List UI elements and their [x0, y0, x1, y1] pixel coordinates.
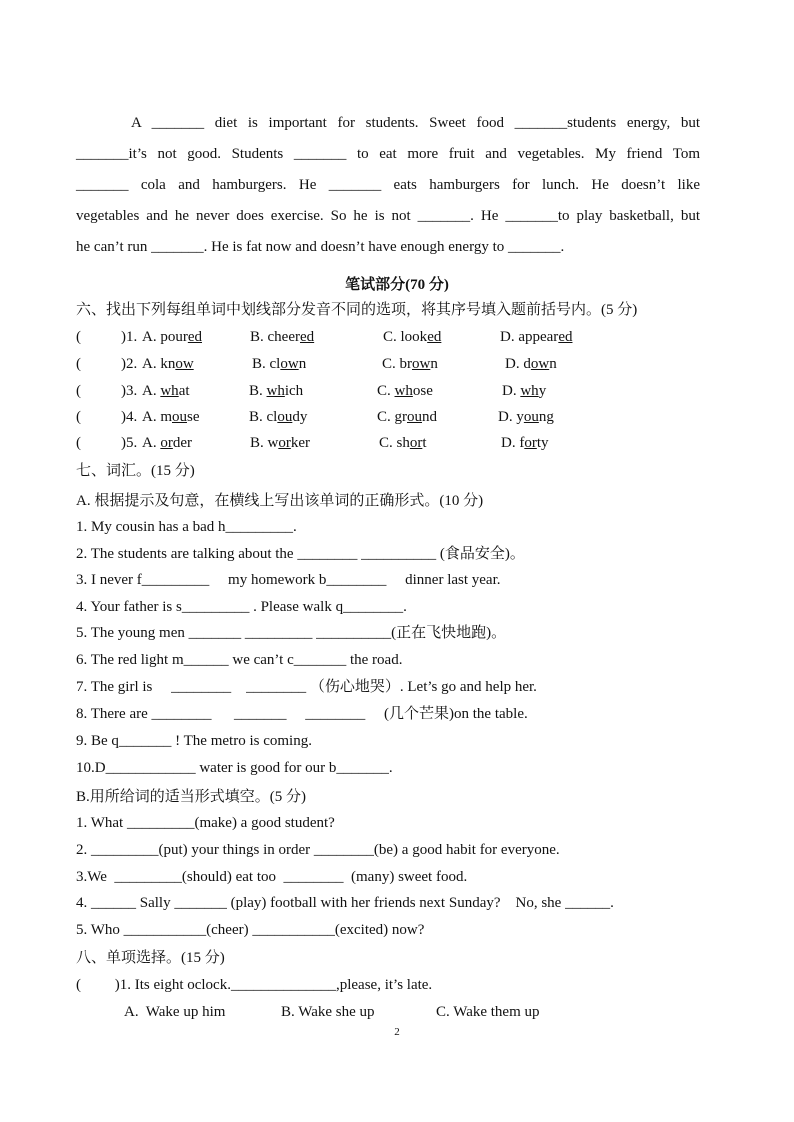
answer-paren: ( — [76, 435, 81, 451]
choice-option-b: B. Wake she up — [281, 1004, 375, 1020]
option-c: C. looked — [383, 329, 442, 345]
passage-line: _______ cola and hamburgers. He _______ eats hamburgers for lunch. He doesn’t like — [76, 177, 700, 193]
answer-paren: ( — [76, 356, 81, 372]
vocab-item: 8. There are ________ _______ ________ (几个芒果)on the table. — [76, 706, 528, 722]
fill-item: 5. Who ___________(cheer) ___________(excited) now? — [76, 922, 425, 938]
option-d: D. appeared — [500, 329, 573, 345]
option-b: B. which — [249, 383, 304, 399]
section7-title: 七、词汇。(15 分) — [76, 463, 195, 479]
vocab-item: 4. Your father is s_________ . Please walk q________. — [76, 599, 407, 615]
fill-item: 2. _________(put) your things in order ________(be) a good habit for everyone. — [76, 842, 560, 858]
option-a: A. mouse — [142, 409, 200, 425]
answer-paren: ( — [76, 383, 81, 399]
passage-line: A _______ diet is important for students. Sweet food _______students energy, but — [131, 115, 700, 131]
written-part-heading: 笔试部分(70 分) — [345, 277, 449, 293]
answer-paren: ( — [76, 329, 81, 345]
option-b: B. cloudy — [249, 409, 308, 425]
option-c: C. whose — [377, 383, 433, 399]
passage-line: vegetables and he never does exercise. So he is not _______. He _______to play basketball, but — [76, 208, 700, 224]
option-d: D. forty — [501, 435, 549, 451]
question-number: )4. — [121, 409, 138, 425]
option-c: C. short — [379, 435, 427, 451]
option-d: D. why — [502, 383, 547, 399]
vocab-item: 10.D____________ water is good for our b_______. — [76, 760, 393, 776]
section7-part-a-title: A. 根据提示及句意，在横线上写出该单词的正确形式。(10 分) — [76, 493, 484, 509]
vocab-item: 2. The students are talking about the ________ __________ (食品安全)。 — [76, 546, 525, 562]
option-a: A. order — [142, 435, 192, 451]
vocab-item: 6. The red light m______ we can’t c_______ the road. — [76, 652, 403, 668]
answer-paren: ( — [76, 409, 81, 425]
option-b: B. worker — [250, 435, 310, 451]
question-number: )3. — [121, 383, 138, 399]
choice-option-a: A. Wake up him — [124, 1004, 226, 1020]
option-d: D. young — [498, 409, 554, 425]
option-c: C. brown — [382, 356, 438, 372]
vocab-item: 9. Be q_______ ! The metro is coming. — [76, 733, 312, 749]
option-a: A. know — [142, 356, 194, 372]
fill-item: 1. What _________(make) a good student? — [76, 815, 335, 831]
page-number: 2 — [394, 1026, 400, 1038]
option-a: A. poured — [142, 329, 202, 345]
passage-line: he can’t run _______. He is fat now and doesn’t have enough energy to _______. — [76, 239, 565, 255]
question-number: )2. — [121, 356, 138, 372]
vocab-item: 5. The young men _______ _________ __________(正在飞快地跑)。 — [76, 625, 507, 641]
section6-title: 六、找出下列每组单词中划线部分发音不同的选项，将其序号填入题前括号内。(5 分) — [76, 302, 638, 318]
section7-part-b-title: B.用所给词的适当形式填空。(5 分) — [76, 789, 306, 805]
fill-item: 3.We _________(should) eat too ________ (many) sweet food. — [76, 869, 468, 885]
passage-line: _______it’s not good. Students _______ to eat more fruit and vegetables. My friend Tom — [76, 146, 700, 162]
choice-option-c: C. Wake them up — [436, 1004, 540, 1020]
question-number: )5. — [121, 435, 138, 451]
option-c: C. ground — [377, 409, 437, 425]
option-a: A. what — [142, 383, 190, 399]
vocab-item: 7. The girl is ________ ________ （伤心地哭）. Let’s go and help her. — [76, 679, 537, 695]
question-number: )1. — [121, 329, 138, 345]
fill-item: 4. ______ Sally _______ (play) football with her friends next Sunday? No, she ______. — [76, 895, 614, 911]
section8-title: 八、单项选择。(15 分) — [76, 950, 225, 966]
choice-question: ( )1. Its eight oclock.______________,please, it’s late. — [76, 977, 433, 993]
option-d: D. down — [505, 356, 557, 372]
option-b: B. cheered — [250, 329, 315, 345]
cloze-passage — [76, 108, 700, 263]
vocab-item: 1. My cousin has a bad h_________. — [76, 519, 297, 535]
option-b: B. clown — [252, 356, 307, 372]
vocab-item: 3. I never f_________ my homework b________ dinner last year. — [76, 572, 501, 588]
